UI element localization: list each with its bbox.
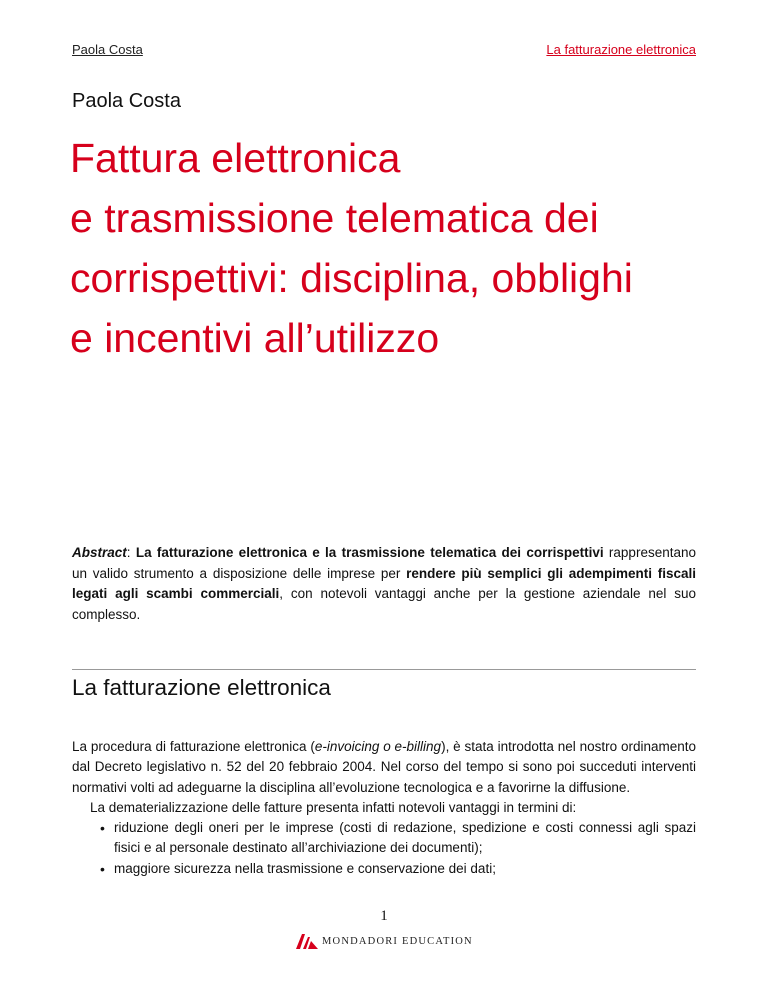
title-line: Fattura elettronica [70, 135, 401, 181]
paragraph-intro-italic: e-invoicing o e-billing [314, 739, 442, 754]
paragraph-intro-b: ), è stata introdotta nel nostro ordinamento dal Decreto legislativo n. 52 del 20 febbraio 2004. Nel corso del tempo si sono poi succeduti interventi normativi volti ad adeguarne la disciplina all’evoluzione tecnologica e a favorirne la diffusione. [72, 739, 696, 795]
list-item [72, 818, 696, 859]
section-heading: La fatturazione elettronica [72, 675, 331, 700]
section-divider [72, 669, 696, 670]
abstract-bold-2: rendere più semplici gli adempimenti fiscali legati agli scambi commerciali [72, 565, 696, 601]
header-author: Paola Costa [72, 42, 143, 57]
bullet-icon: • [100, 860, 105, 877]
paragraph-advantages: La dematerializzazione delle fatture presenta infatti notevoli vantaggi in termini di: [90, 799, 577, 815]
abstract [72, 543, 696, 625]
bullet-icon: • [100, 820, 105, 837]
title-line: e incentivi all’utilizzo [70, 315, 440, 361]
advantages-list [72, 818, 696, 879]
abstract-text-1: rappresentano un valido strumento a disposizione delle imprese per [72, 545, 696, 581]
document-title [70, 128, 710, 368]
page-number: 1 [380, 908, 388, 924]
paragraph-intro-a: La procedura di fatturazione elettronica ( [72, 739, 315, 754]
abstract-text-2: , con notevoli vantaggi anche per la gestione aziendale nel suo complesso. [72, 586, 696, 622]
publisher-name: MONDADORI EDUCATION [322, 935, 473, 947]
abstract-sep: : [126, 545, 136, 560]
section-body [72, 737, 696, 879]
title-line: corrispettivi: disciplina, obblighi [70, 255, 633, 301]
list-item [72, 859, 696, 879]
list-item-text: maggiore sicurezza nella trasmissione e conservazione dei dati; [114, 860, 496, 876]
mondadori-logo-icon [296, 934, 318, 949]
abstract-label: Abstract [72, 545, 127, 560]
header-section-title: La fatturazione elettronica [546, 42, 696, 57]
author-name: Paola Costa [72, 90, 181, 112]
abstract-bold-1: La fatturazione elettronica e la trasmissione telematica dei corrispettivi [135, 545, 604, 560]
paragraph-intro [72, 737, 696, 798]
title-line: e trasmissione telematica dei [70, 195, 599, 241]
list-item-text: riduzione degli oneri per le imprese (costi di redazione, spedizione e costi connessi agli spazi fisici e al personale destinato all’archiviazione dei documenti); [114, 820, 696, 856]
publisher-logo [296, 932, 473, 950]
